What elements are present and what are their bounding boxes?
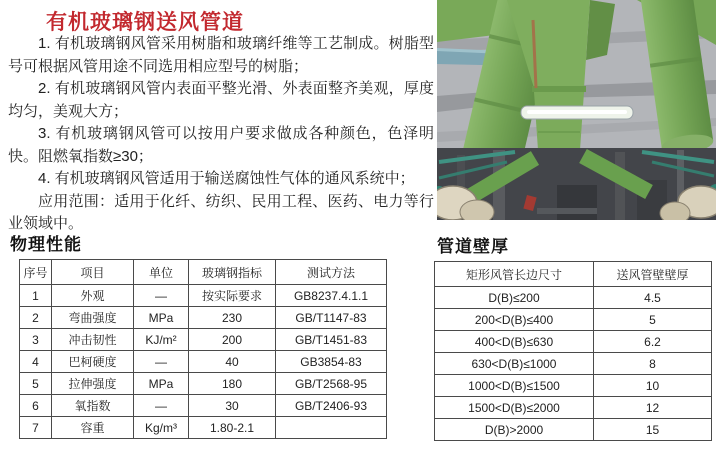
table-cell: KJ/m² <box>134 329 189 351</box>
column-header: 矩形风管长边尺寸 <box>435 262 594 287</box>
column-header: 送风管壁壁厚 <box>594 262 712 287</box>
intro-paragraph: 2. 有机玻璃钢风管内表面平整光滑、外表面整齐美观，厚度均匀，美观大方； <box>8 80 434 120</box>
table-cell: GB8237.4.1.1 <box>276 285 387 307</box>
table-row <box>20 329 387 351</box>
table-cell: GB/T1451-83 <box>276 329 387 351</box>
table-row <box>435 287 712 309</box>
table-cell: 4 <box>20 351 52 373</box>
table-row <box>20 307 387 329</box>
table-row <box>20 395 387 417</box>
table-cell: GB/T2406-93 <box>276 395 387 417</box>
product-photo <box>437 0 716 220</box>
physical-properties-table <box>19 259 387 439</box>
table-row <box>435 331 712 353</box>
table-cell: 拉伸强度 <box>52 373 134 395</box>
table-cell: 200 <box>189 329 276 351</box>
table-cell: 冲击韧性 <box>52 329 134 351</box>
table-cell: 1.80-2.1 <box>189 417 276 439</box>
table-header-row <box>435 262 712 287</box>
table-cell: 容重 <box>52 417 134 439</box>
table-cell: 6 <box>20 395 52 417</box>
table-cell: 氧指数 <box>52 395 134 417</box>
wall-thickness-table <box>434 261 712 441</box>
table-cell: — <box>134 395 189 417</box>
table-cell: 弯曲强度 <box>52 307 134 329</box>
wall-thickness-heading: 管道壁厚 <box>437 237 509 256</box>
table-cell: 12 <box>594 397 712 419</box>
table-cell: 8 <box>594 353 712 375</box>
table-cell: MPa <box>134 307 189 329</box>
table-cell: GB3854-83 <box>276 351 387 373</box>
table-row <box>20 351 387 373</box>
table-header-row <box>20 260 387 285</box>
table-row <box>435 397 712 419</box>
column-header: 单位 <box>134 260 189 285</box>
table-cell: 200<D(B)≤400 <box>435 309 594 331</box>
table-cell: 30 <box>189 395 276 417</box>
table-cell: 180 <box>189 373 276 395</box>
column-header: 玻璃钢指标 <box>189 260 276 285</box>
intro-paragraph: 3. 有机玻璃钢风管可以按用户要求做成各种颜色，色泽明快。阻燃氧指数≥30； <box>8 125 434 165</box>
column-header: 项目 <box>52 260 134 285</box>
table-cell: — <box>134 285 189 307</box>
table-cell: 5 <box>594 309 712 331</box>
intro-paragraph: 应用范围：适用于化纤、纺织、民用工程、医药、电力等行业领域中。 <box>8 192 434 232</box>
table-row <box>20 373 387 395</box>
table-cell: 230 <box>189 307 276 329</box>
table-cell: D(B)≤200 <box>435 287 594 309</box>
table-cell: 2 <box>20 307 52 329</box>
table-row <box>435 353 712 375</box>
table-cell: GB/T2568-95 <box>276 373 387 395</box>
table-row <box>435 375 712 397</box>
intro-text-block <box>8 33 434 233</box>
table-cell <box>276 417 387 439</box>
table-cell: 15 <box>594 419 712 441</box>
table-cell: 外观 <box>52 285 134 307</box>
intro-paragraph: 4. 有机玻璃钢风管适用于输送腐蚀性气体的通风系统中； <box>38 170 415 187</box>
table-cell: Kg/m³ <box>134 417 189 439</box>
table-cell: 1000<D(B)≤1500 <box>435 375 594 397</box>
table-cell: 3 <box>20 329 52 351</box>
table-cell: 5 <box>20 373 52 395</box>
table-row <box>435 419 712 441</box>
table-cell: 6.2 <box>594 331 712 353</box>
table-row <box>20 417 387 439</box>
table-cell: MPa <box>134 373 189 395</box>
column-header: 序号 <box>20 260 52 285</box>
table-cell: 10 <box>594 375 712 397</box>
table-cell: 630<D(B)≤1000 <box>435 353 594 375</box>
column-header: 测试方法 <box>276 260 387 285</box>
table-row <box>20 285 387 307</box>
table-cell: — <box>134 351 189 373</box>
table-cell: 7 <box>20 417 52 439</box>
table-cell: 按实际要求 <box>189 285 276 307</box>
table-row <box>435 309 712 331</box>
table-cell: 40 <box>189 351 276 373</box>
table-cell: 巴柯硬度 <box>52 351 134 373</box>
table-cell: D(B)>2000 <box>435 419 594 441</box>
table-cell: 1 <box>20 285 52 307</box>
table-cell: 1500<D(B)≤2000 <box>435 397 594 419</box>
table-cell: 400<D(B)≤630 <box>435 331 594 353</box>
physical-properties-heading: 物理性能 <box>10 235 82 254</box>
table-cell: GB/T1147-83 <box>276 307 387 329</box>
page-title: 有机玻璃钢送风管道 <box>46 11 244 34</box>
machinery-area <box>437 148 716 220</box>
table-cell: 4.5 <box>594 287 712 309</box>
intro-paragraph: 1. 有机玻璃钢风管采用树脂和玻璃纤维等工艺制成。树脂型号可根据风管用途不同选用相应型号的树脂； <box>8 35 434 75</box>
